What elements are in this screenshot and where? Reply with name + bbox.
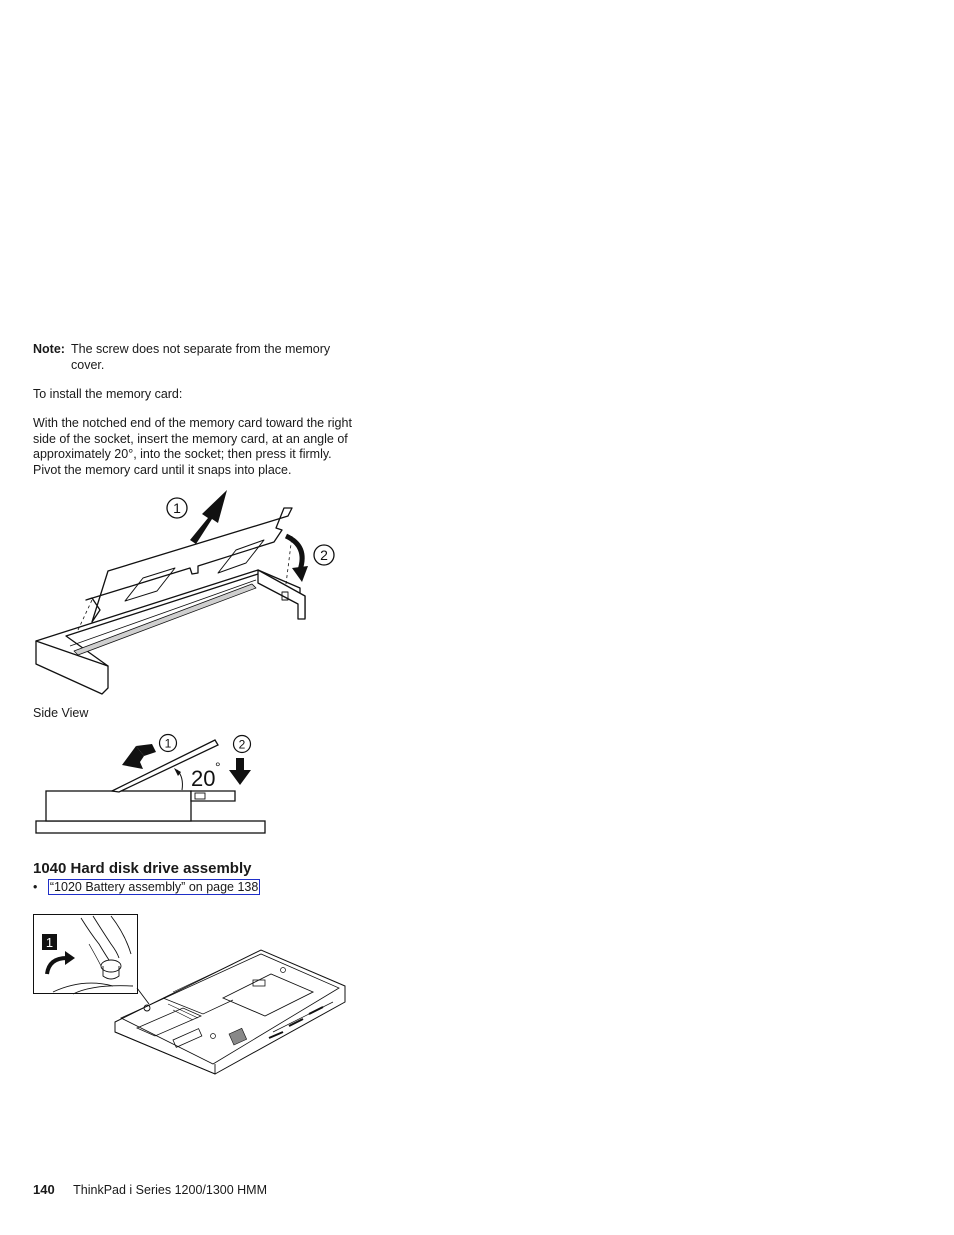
document-title: ThinkPad i Series 1200/1300 HMM: [73, 1183, 268, 1197]
socket-side: [46, 791, 191, 821]
page-footer: [33, 1181, 267, 1199]
note-text-line: The screw does not separate from the memory: [71, 342, 331, 356]
note-text-line: cover.: [71, 357, 105, 372]
memory-card-install-figure: [30, 488, 370, 698]
battery-assembly-link[interactable]: “1020 Battery assembly” on page 138: [49, 880, 259, 894]
socket-right-block: [258, 570, 305, 619]
press-arrow: [229, 758, 251, 785]
prerequisite-list-item: [33, 880, 260, 896]
instruction-line: approximately 20°, into the socket; then press it firmly.: [33, 447, 332, 461]
note-label: Note:: [33, 342, 65, 356]
step-1-number: 1: [173, 500, 181, 516]
page-number: 140: [33, 1182, 55, 1197]
note: [33, 342, 65, 358]
step-1-badge-number: 1: [45, 935, 54, 950]
hard-disk-removal-figure: [33, 914, 349, 1078]
angle-degree-symbol: °: [215, 759, 221, 775]
angle-value: 20: [191, 766, 216, 791]
socket-step: [191, 791, 235, 801]
side-view-figure: [34, 732, 270, 836]
side-view-label: Side View: [33, 706, 89, 720]
install-intro: To install the memory card:: [33, 387, 183, 401]
side-step-2-number: 2: [238, 737, 246, 752]
system-board: [36, 821, 265, 833]
side-step-1-number: 1: [164, 736, 172, 751]
step-2-number: 2: [320, 547, 328, 563]
instruction-line: With the notched end of the memory card toward the right: [33, 416, 352, 430]
section-heading: 1040 Hard disk drive assembly: [33, 860, 252, 877]
bullet: •: [33, 880, 38, 894]
note-text: [71, 342, 330, 373]
instruction-line: Pivot the memory card until it snaps into place.: [33, 462, 292, 477]
inset-detail-frame: [34, 915, 138, 994]
memory-card: [86, 508, 292, 622]
instruction-line: side of the socket, insert the memory card, at an angle of: [33, 431, 348, 446]
install-instructions: [33, 416, 352, 478]
